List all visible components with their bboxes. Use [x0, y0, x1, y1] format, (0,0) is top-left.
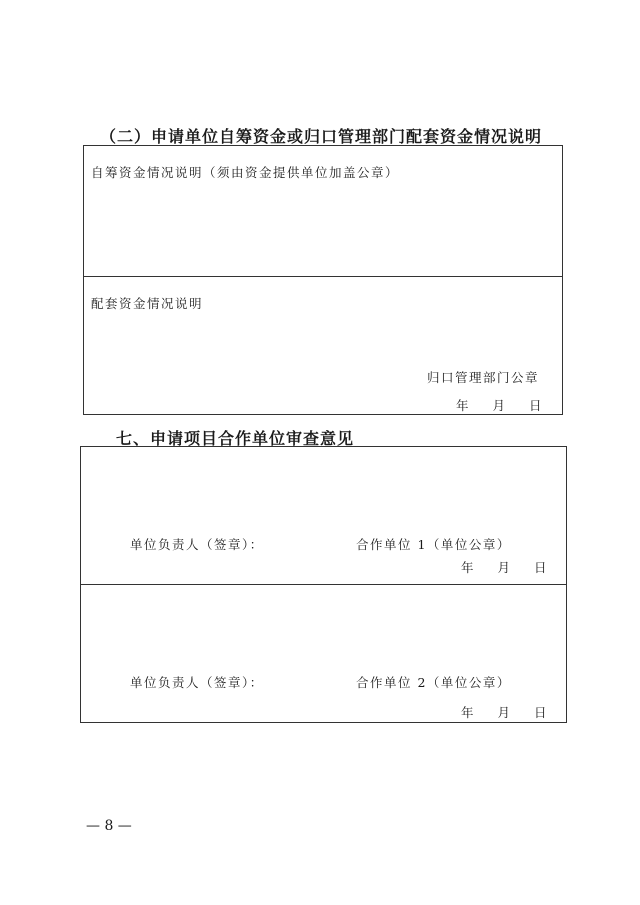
- signer-label: 单位负责人（签章）：: [130, 537, 264, 552]
- date-month: 月: [497, 560, 511, 575]
- date-day: 日: [534, 705, 547, 720]
- partner-1-date: [461, 558, 547, 576]
- matching-funding-label: 配套资金情况说明: [91, 296, 204, 311]
- dept-seal-date: [456, 396, 542, 414]
- table-divider: [80, 584, 567, 585]
- page-number: — 8 —: [86, 818, 132, 834]
- date-day: 日: [534, 560, 547, 575]
- partner-2-seal-label: 合作单位 2（单位公章）: [356, 675, 511, 690]
- date-year: 年: [461, 705, 474, 720]
- date-month: 月: [497, 705, 511, 720]
- partner-1-seal-label: 合作单位 1（单位公章）: [356, 537, 511, 552]
- table-divider: [83, 276, 563, 277]
- section-2-heading: （二）申请单位自筹资金或归口管理部门配套资金情况说明: [100, 127, 543, 146]
- signer-label: 单位负责人（签章）：: [130, 675, 264, 690]
- partner-2-date: [461, 703, 547, 721]
- date-month: 月: [492, 398, 506, 413]
- dept-seal-label: 归口管理部门公章: [427, 370, 540, 385]
- self-funding-label: 自筹资金情况说明（须由资金提供单位加盖公章）: [91, 165, 400, 180]
- section-7-heading: 七、申请项目合作单位审查意见: [116, 429, 355, 448]
- date-day: 日: [529, 398, 542, 413]
- date-year: 年: [461, 560, 474, 575]
- date-year: 年: [456, 398, 469, 413]
